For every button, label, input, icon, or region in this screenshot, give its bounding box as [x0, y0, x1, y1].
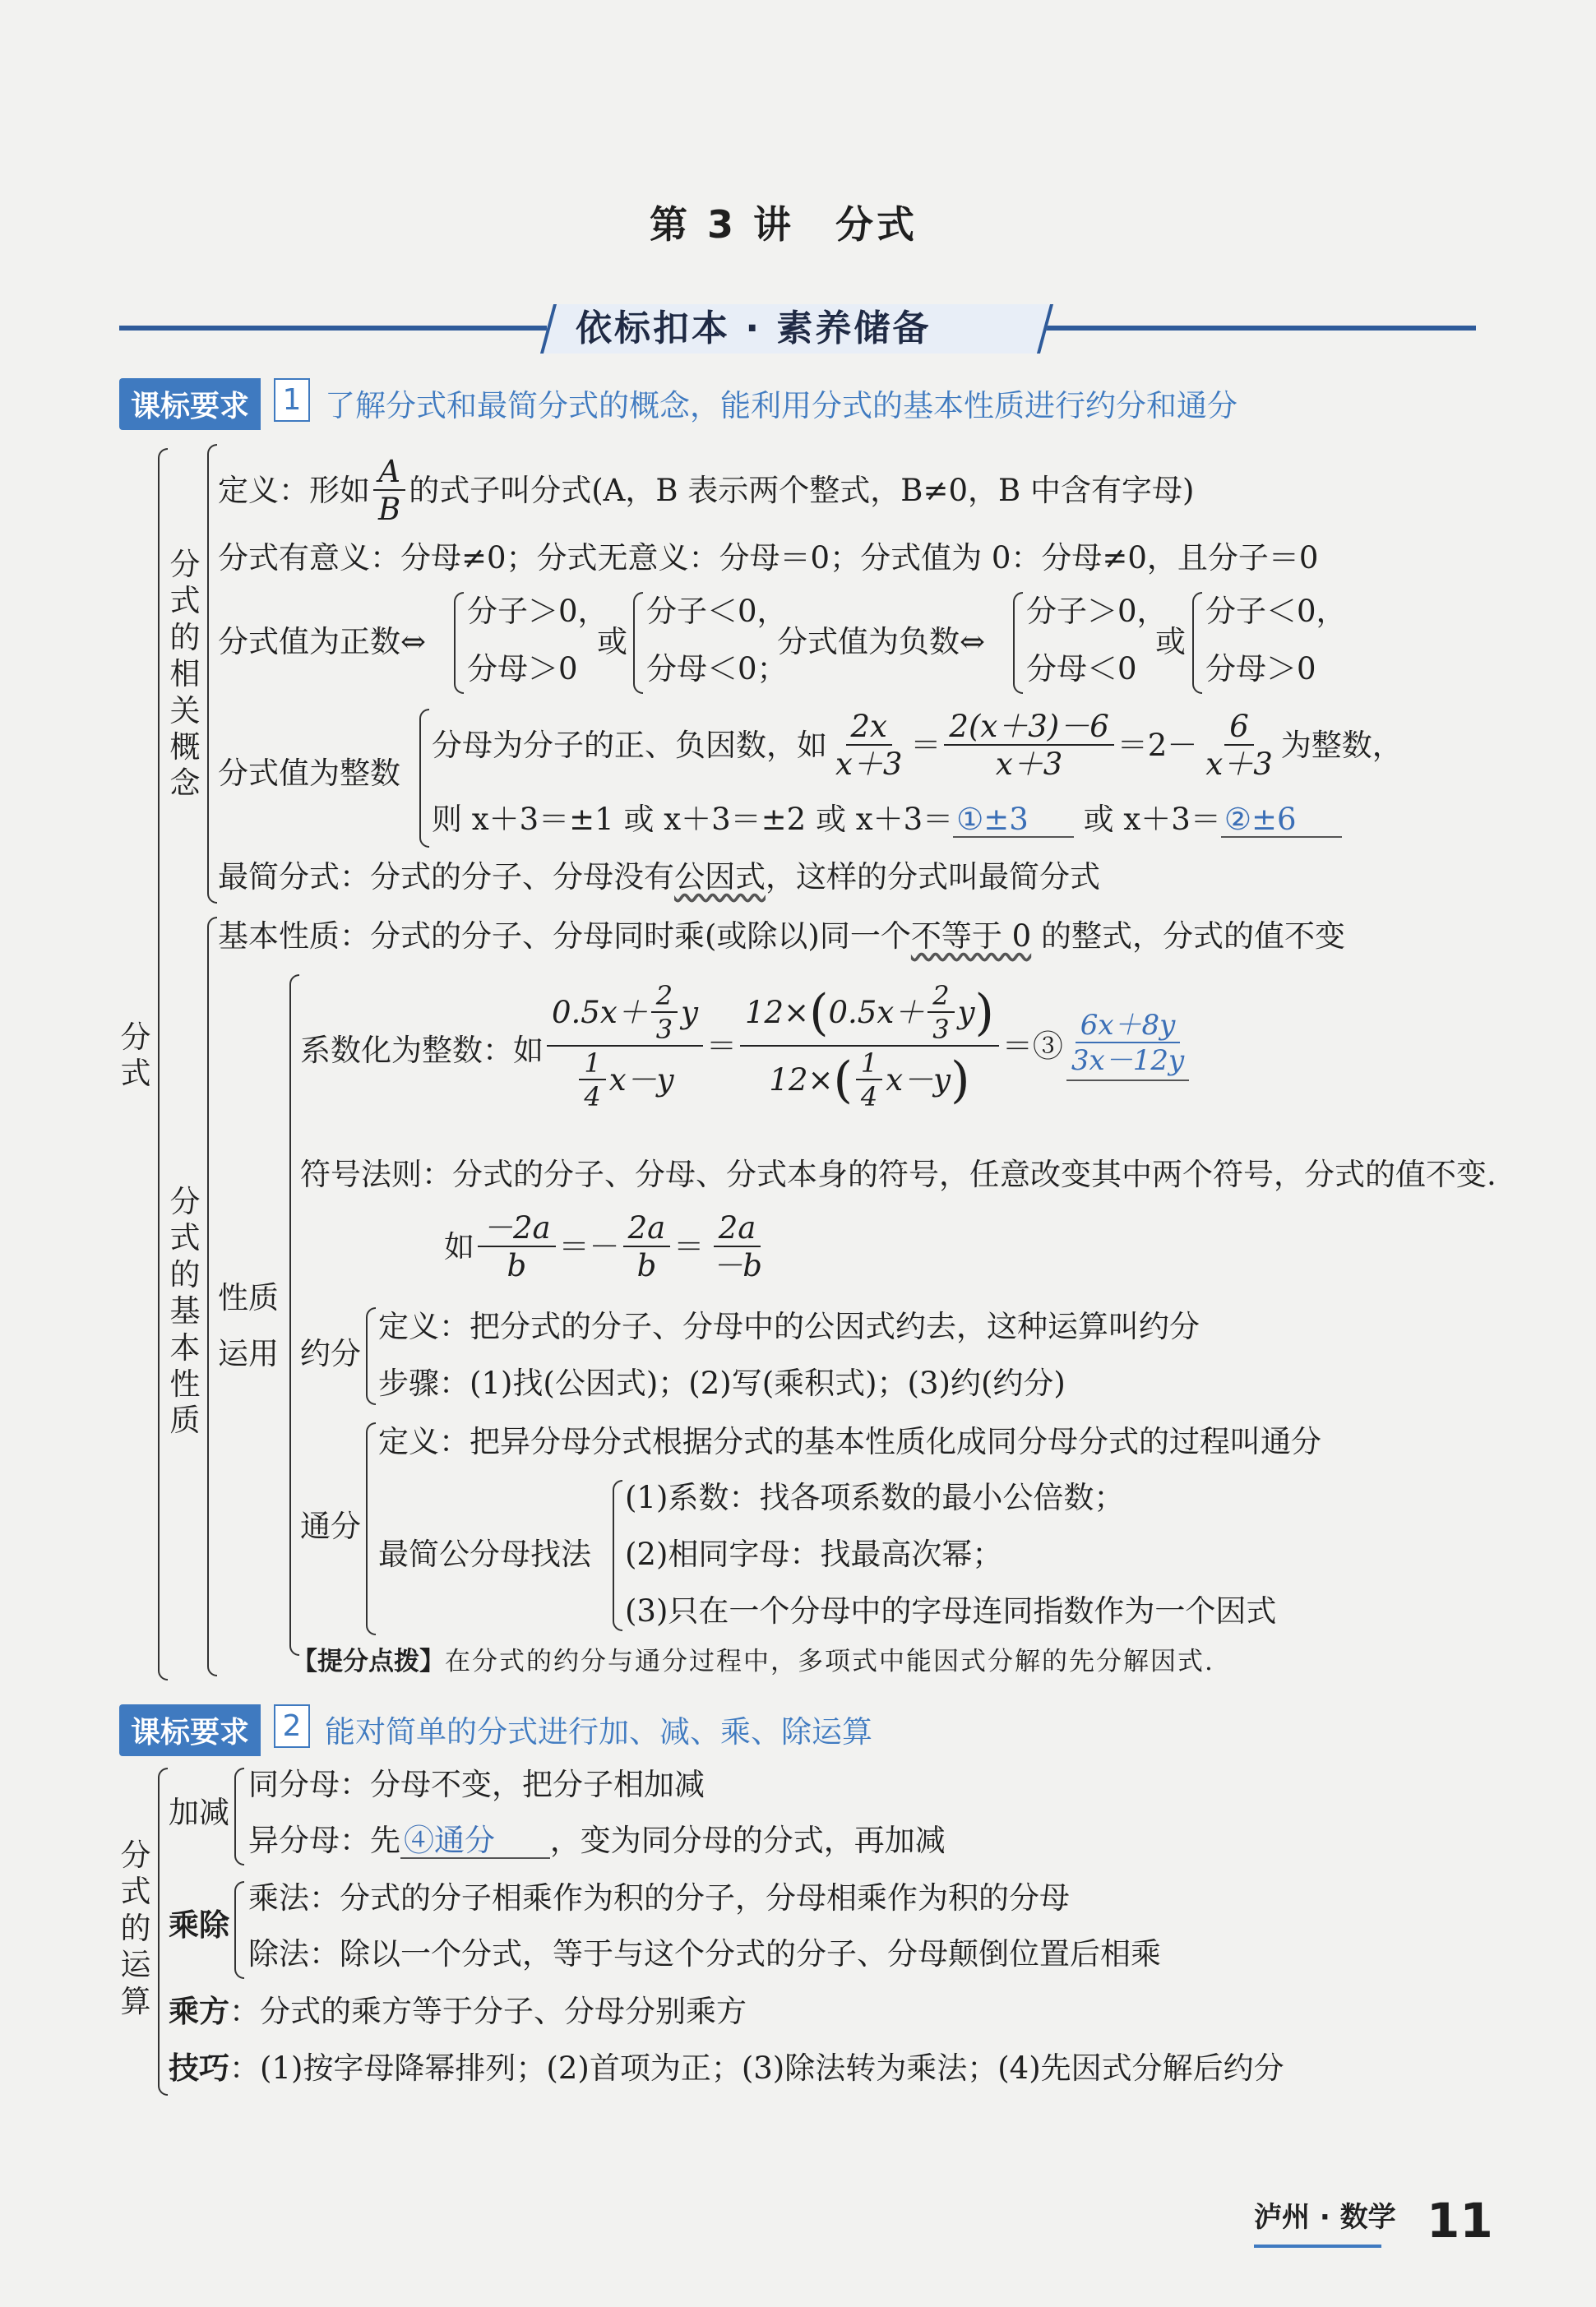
coef-mid-12: 12× — [744, 995, 810, 1030]
skill-label: 技巧 — [169, 2050, 229, 2086]
coef-eq3: ＝③ — [1002, 1029, 1063, 1064]
negative-or: 或 — [1155, 624, 1186, 659]
int-line2-prefix: 则 x＋3＝±1 或 x＋3＝±2 或 x＋3＝ — [432, 802, 954, 837]
blank-4-answer: 通分 — [434, 1823, 495, 1858]
coef-left-n1: 0.5x＋ — [552, 995, 648, 1030]
footer-rule — [1254, 2245, 1381, 2248]
section-rule-left — [119, 326, 547, 331]
requirement-badge-2: 课标要求 — [119, 1704, 261, 1756]
tongfen-brace — [366, 1422, 376, 1635]
same-denominator: 同分母：分母不变，把分子相加减 — [248, 1767, 705, 1802]
negative-brace-1 — [1013, 592, 1023, 694]
footer-region: 泸州 · 数学 — [1254, 2201, 1396, 2234]
yuefen-brace — [366, 1307, 376, 1405]
requirement-text-2: 能对简单的分式进行加、减、乘、除运算 — [325, 1714, 872, 1750]
coef-frac-mid — [740, 982, 999, 1110]
coef-mid-den: 12× ( $\frac{1}{4}$ x－y ) — [769, 1047, 970, 1112]
coef-two-thirds-d: 3 — [655, 1014, 673, 1045]
label-fenshi: 分式 — [120, 1019, 151, 1092]
coef-frac-left — [547, 982, 703, 1110]
negative-num-gt: 分子＞0， — [1026, 594, 1168, 629]
coefficient-line — [300, 982, 1192, 1110]
def-prefix: 定义：形如 — [218, 473, 370, 508]
label-yuefen: 约分 — [300, 1336, 361, 1371]
sign-frac-2-d: b — [636, 1248, 657, 1283]
basic-property-line — [218, 918, 1345, 954]
coef-prefix: 系数化为整数：如 — [300, 1033, 544, 1068]
coef-two-thirds-n: 2 — [651, 982, 678, 1013]
yuefen-steps: 步骤：(1)找(公因式)；(2)写(乘积式)；(3)约(约分) — [378, 1366, 1066, 1401]
property-use-brace — [289, 974, 299, 1656]
yuefen-definition: 定义：把分式的分子、分母中的公因式约去，这种运算叫约分 — [378, 1309, 1200, 1344]
blank-1-answer: ±3 — [983, 802, 1029, 837]
blank-2-num: ② — [1224, 802, 1251, 837]
label-basic-properties: 分式的基本性质 — [169, 1184, 201, 1439]
blank-3-den: 3x－12y — [1071, 1044, 1185, 1077]
requirement-number-1: 1 — [274, 378, 310, 422]
lcd-label: 最简公分母找法 — [378, 1537, 591, 1572]
coef-mid-n1: 0.5x＋ — [828, 995, 925, 1030]
frac-A: A — [373, 456, 405, 491]
sign-eq-minus: ＝－ — [558, 1229, 620, 1264]
int-frac-1 — [830, 709, 907, 782]
label-property-use-1: 性质 — [218, 1280, 279, 1315]
positive-brace-2 — [633, 592, 643, 694]
skill-text: ：(1)按字母降幂排列；(2)首项为正；(3)除法转为乘法；(4)先因式分解后约分 — [229, 2050, 1284, 2086]
page-number: 11 — [1427, 2193, 1493, 2249]
label-chengchu: 乘除 — [169, 1907, 229, 1943]
diff-den-prefix: 异分母：先 — [248, 1823, 400, 1858]
int-prefix: 分母为分子的正、负因数，如 — [432, 728, 827, 763]
sign-frac-1-n: －2a — [478, 1213, 556, 1247]
integer-label: 分式值为整数 — [218, 756, 400, 791]
simplest-fraction-line — [218, 859, 1100, 895]
related-brace — [207, 444, 217, 904]
label-operations: 分式的运算 — [120, 1838, 151, 2019]
fraction-A-over-B — [373, 456, 405, 525]
int-frac-1-den: x＋3 — [835, 747, 903, 782]
coef-left-den — [571, 1047, 678, 1110]
int-frac-3-den: x＋3 — [1205, 747, 1273, 782]
skill-rule — [169, 2050, 1284, 2086]
coef-mid-num: 12× ( 0.5x＋ $\frac{2}{3}$ y ) — [740, 982, 999, 1047]
outer-brace — [158, 448, 168, 1681]
int-line2-mid: 或 x＋3＝ — [1073, 802, 1221, 837]
int-eq: ＝ — [910, 728, 941, 763]
power-text: ：分式的乘方等于分子、分母分别乘方 — [229, 1994, 747, 2029]
requirement-badge-1: 课标要求 — [119, 378, 261, 430]
negative-den-lt: 分母＜0 — [1026, 651, 1137, 687]
coef-one-fourth-d: 4 — [584, 1081, 601, 1112]
power-label: 乘方 — [169, 1994, 229, 2029]
simplest-prefix: 最简分式：分式的分子、分母没有 — [218, 859, 674, 895]
page-title: 第 3 讲 分式 — [650, 202, 918, 247]
sign-frac-2 — [623, 1210, 671, 1283]
power-rule — [169, 1996, 747, 2027]
blank-3-num: 6x＋8y — [1076, 1011, 1181, 1043]
chengchu-brace — [234, 1881, 244, 1979]
multiplication-rule: 乘法：分式的分子相乘作为积的分子，分母相乘作为积的分母 — [248, 1880, 1070, 1916]
negative-label: 分式值为负数⇔ — [777, 624, 986, 659]
section-header: 依标扣本 · 素养储备 — [576, 307, 932, 349]
sign-frac-3 — [707, 1210, 767, 1283]
coef-mid-one-fourth — [856, 1047, 882, 1112]
diff-denominator — [248, 1825, 946, 1859]
integer-line-1 — [432, 709, 1403, 782]
positive-label: 分式值为正数⇔ — [218, 624, 427, 659]
jiajian-brace — [234, 1768, 244, 1865]
label-related-concepts: 分式的相关概念 — [169, 547, 201, 802]
coef-mid-one-fourth-d: 4 — [860, 1081, 878, 1112]
blank-2 — [1221, 804, 1342, 838]
int-frac-3 — [1200, 709, 1277, 782]
operations-brace — [158, 1768, 168, 2096]
sign-rule: 符号法则：分式的分子、分母、分式本身的符号，任意改变其中两个符号，分式的值不变. — [300, 1157, 1497, 1192]
label-tongfen: 通分 — [300, 1509, 361, 1544]
simplest-suffix: ，这样的分式叫最简分式 — [766, 859, 1100, 895]
lcd-rule-2: (2)相同字母：找最高次幂； — [625, 1537, 1003, 1572]
coef-mid-d1: x－y — [886, 1062, 951, 1098]
coef-one-fourth — [579, 1047, 605, 1112]
positive-num-gt: 分子＞0， — [467, 594, 608, 629]
int-frac-2-num: 2(x＋3)－6 — [944, 711, 1113, 746]
int-suffix: 为整数， — [1280, 728, 1403, 763]
coef-mid-two-thirds — [928, 982, 954, 1043]
coef-left-d1: x－y — [608, 1062, 674, 1098]
coef-mid-two-thirds-d: 3 — [932, 1014, 950, 1045]
requirement-number-2: 2 — [274, 1704, 310, 1748]
blank-3-answer — [1066, 1011, 1189, 1081]
section-rule-right — [1040, 326, 1476, 331]
int-frac-3-num: 6 — [1224, 711, 1254, 746]
sign-frac-2-n: 2a — [623, 1213, 671, 1247]
division-rule: 除法：除以一个分式，等于与这个分式的分子、分母颠倒位置后相乘 — [248, 1936, 1161, 1972]
int-frac-2 — [944, 709, 1113, 782]
int-two-minus: ＝2－ — [1117, 728, 1198, 763]
definition-line — [218, 456, 1194, 525]
lcd-rule-3: (3)只在一个分母中的字母连同指数作为一个因式 — [625, 1593, 1277, 1629]
positive-brace-1 — [454, 592, 464, 694]
label-jiajian: 加减 — [169, 1795, 229, 1830]
sign-eq: ＝ — [673, 1229, 705, 1264]
positive-den-lt: 分母＜0； — [646, 651, 788, 687]
frac-B: B — [378, 492, 401, 527]
blank-4-num: ④ — [404, 1823, 434, 1858]
integer-brace — [419, 709, 429, 848]
blank-2-answer: ±6 — [1251, 802, 1297, 837]
requirement-text-1: 了解分式和最简分式的概念，能利用分式的基本性质进行约分和通分 — [325, 388, 1237, 423]
int-frac-1-num: 2x — [846, 711, 892, 746]
simplest-mark: 公因式 — [674, 859, 766, 895]
int-frac-2-den: x＋3 — [995, 747, 1063, 782]
sign-frac-1 — [478, 1210, 556, 1283]
properties-brace — [207, 917, 217, 1676]
coef-mid-y: y — [957, 995, 975, 1030]
lcd-rule-1: (1)系数：找各项系数的最小公倍数； — [625, 1480, 1125, 1515]
negative-num-lt: 分子＜0， — [1205, 594, 1347, 629]
tip-text: 在分式的约分与通分过程中，多项式中能因式分解的先分解因式. — [445, 1647, 1214, 1676]
lcd-brace — [613, 1480, 622, 1631]
sign-example — [444, 1210, 770, 1283]
coef-eq: ＝ — [705, 1029, 737, 1064]
coef-mid-d12: 12× — [769, 1062, 834, 1098]
sign-frac-1-d: b — [507, 1248, 527, 1283]
tip-label: 【提分点拨】 — [292, 1647, 445, 1676]
label-property-use-2: 运用 — [218, 1336, 279, 1371]
blank-4 — [400, 1825, 550, 1859]
basic-suffix: 的整式，分式的值不变 — [1031, 918, 1345, 954]
coef-mid-one-fourth-n: 1 — [856, 1050, 882, 1080]
basic-mark: 不等于 0 — [910, 918, 1032, 954]
positive-num-lt: 分子＜0， — [646, 594, 788, 629]
positive-or: 或 — [597, 624, 627, 659]
blank-1-num: ① — [956, 802, 984, 837]
tongfen-definition: 定义：把异分母分式根据分式的基本性质化成同分母分式的过程叫通分 — [378, 1424, 1321, 1459]
sign-ex-prefix: 如 — [444, 1229, 474, 1264]
integer-line-2 — [432, 804, 1342, 838]
positive-den-gt: 分母＞0 — [467, 651, 578, 687]
coef-left-y: y — [681, 995, 698, 1030]
coef-left-num — [547, 982, 703, 1047]
coef-one-fourth-n: 1 — [579, 1050, 605, 1080]
def-suffix: 的式子叫分式(A，B 表示两个整式，B≠0，B 中含有字母) — [409, 473, 1195, 508]
coef-mid-two-thirds-n: 2 — [928, 982, 954, 1013]
negative-den-gt: 分母＞0 — [1205, 651, 1316, 687]
negative-brace-2 — [1192, 592, 1202, 694]
coef-two-thirds — [651, 982, 678, 1043]
sign-frac-3-d: －b — [712, 1248, 762, 1283]
blank-1 — [953, 804, 1074, 838]
sign-frac-3-n: 2a — [714, 1213, 761, 1247]
tip-line — [292, 1649, 1214, 1675]
diff-den-suffix: ，变为同分母的分式，再加减 — [549, 1823, 946, 1858]
basic-prefix: 基本性质：分式的分子、分母同时乘(或除以)同一个 — [218, 918, 911, 954]
meaning-line: 分式有意义：分母≠0；分式无意义：分母＝0；分式值为 0：分母≠0，且分子＝0 — [218, 540, 1319, 576]
